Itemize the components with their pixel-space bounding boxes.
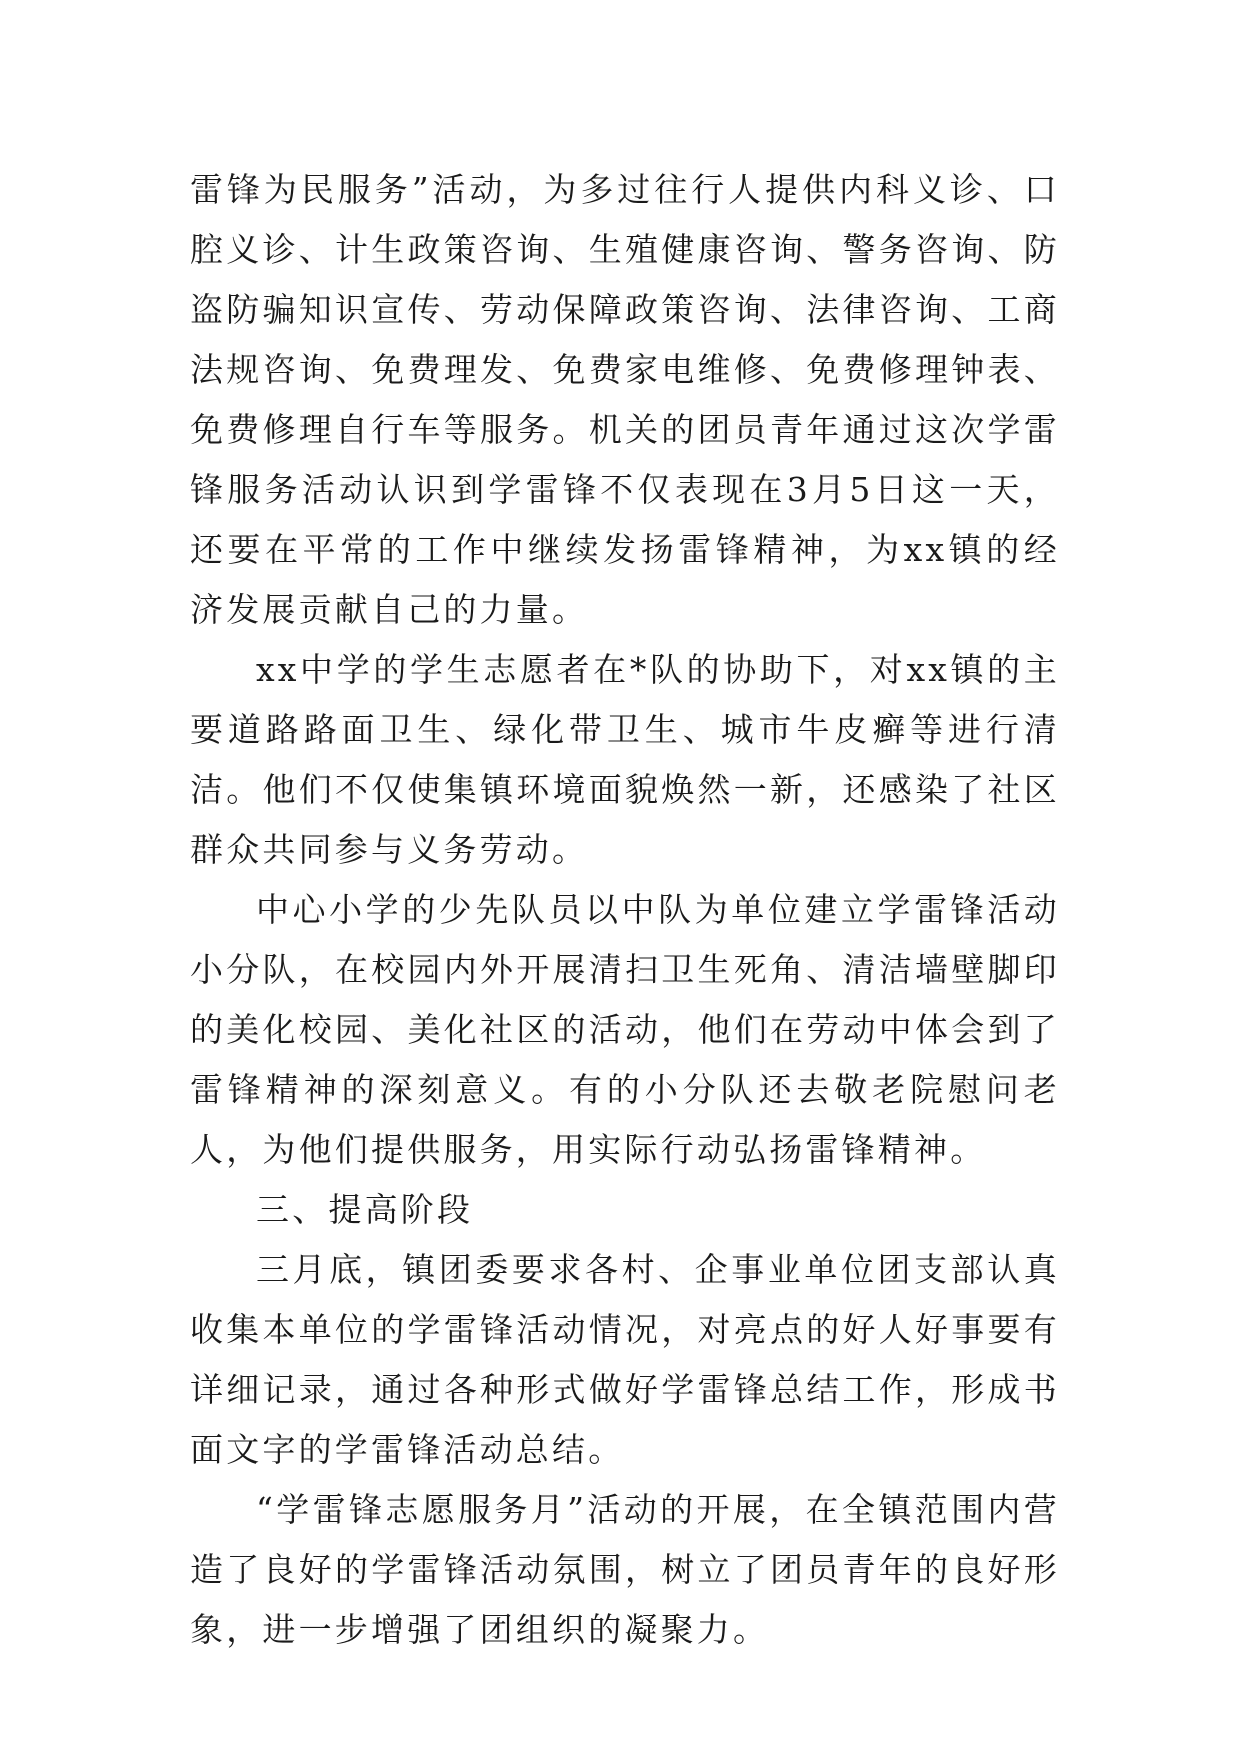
document-body xyxy=(190,160,1060,1660)
paragraph-conclusion: “学雷锋志愿服务月”活动的开展，在全镇范围内营造了良好的学雷锋活动氛围，树立了团员青年的良好形象，进一步增强了团组织的凝聚力。 xyxy=(190,1490,1060,1649)
paragraph-summary-work: 三月底，镇团委要求各村、企事业单位团支部认真收集本单位的学雷锋活动情况，对亮点的好人好事要有详细记录，通过各种形式做好学雷锋总结工作，形成书面文字的学雷锋活动总结。 xyxy=(190,1250,1060,1469)
paragraph-middle-school: xx中学的学生志愿者在*队的协助下，对xx镇的主要道路路面卫生、绿化带卫生、城市牛皮癣等进行清洁。他们不仅使集镇环境面貌焕然一新，还感染了社区群众共同参与义务劳动。 xyxy=(190,650,1060,869)
section-heading: 三、提高阶段 xyxy=(256,1190,474,1229)
paragraph-continuation: 雷锋为民服务”活动，为多过往行人提供内科义诊、口腔义诊、计生政策咨询、生殖健康咨询、警务咨询、防盗防骗知识宣传、劳动保障政策咨询、法律咨询、工商法规咨询、免费理发、免费家电维修、免费修理钟表、免费修理自行车等服务。机关的团员青年通过这次学雷锋服务活动认识到学雷锋不仅表现在3月5日这一天，还要在平常的工作中继续发扬雷锋精神，为xx镇的经济发展贡献自己的力量。 xyxy=(190,170,1060,629)
paragraph-primary-school: 中心小学的少先队员以中队为单位建立学雷锋活动小分队，在校园内外开展清扫卫生死角、清洁墙壁脚印的美化校园、美化社区的活动，他们在劳动中体会到了雷锋精神的深刻意义。有的小分队还去敬老院慰问老人，为他们提供服务，用实际行动弘扬雷锋精神。 xyxy=(190,890,1060,1169)
